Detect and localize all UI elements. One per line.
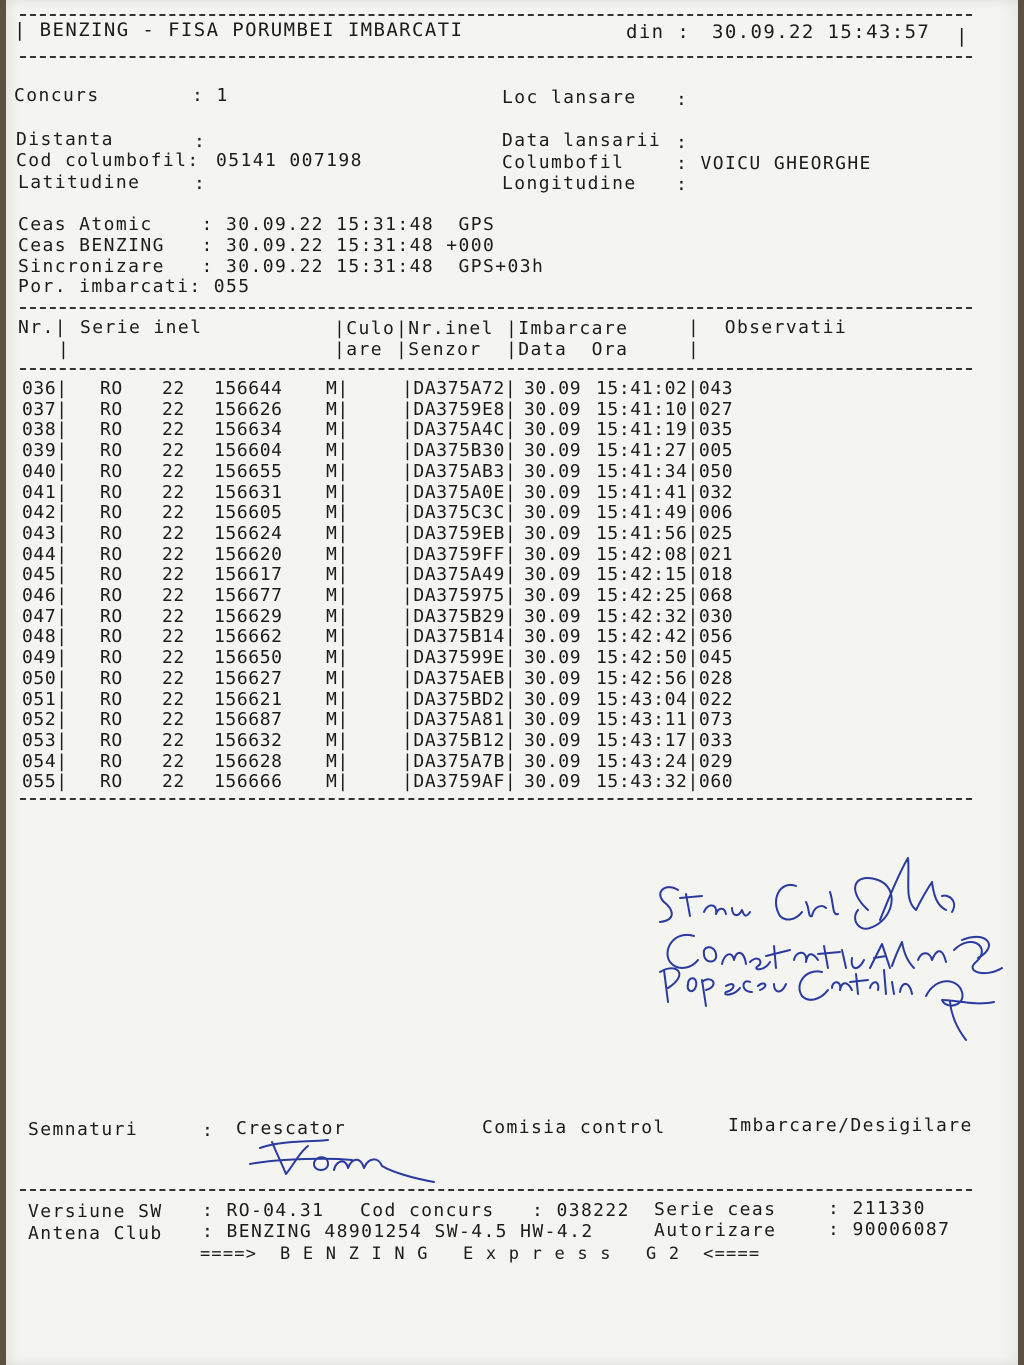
cell-ora: 15:43:17|033 [596, 729, 734, 751]
cell-ora: 15:42:50|045 [596, 647, 734, 669]
cod-concurs-value: : 038222 [532, 1200, 630, 1221]
cell-nr: 042| [22, 502, 68, 524]
data-lansarii-value: : [676, 132, 689, 153]
cell-data: 30.09 [524, 647, 582, 669]
cell-ring: 156632 [214, 729, 283, 751]
cell-data: 30.09 [524, 605, 582, 627]
ceas-benzing-line: Ceas BENZING : 30.09.22 15:31:48 +000 [18, 235, 496, 256]
cell-country: RO [100, 460, 123, 482]
cell-sex: M| [326, 709, 349, 731]
antena-value: : BENZING 48901254 SW-4.5 HW-4.2 [202, 1221, 594, 1242]
cell-senzor: |DA375A81| [402, 709, 517, 731]
print-datetime: 30.09.22 15:43:57 [712, 21, 931, 43]
embarkation-sheet [6, 0, 1018, 1365]
cell-data: 30.09 [524, 626, 582, 648]
cell-senzor: |DA3759E8| [402, 398, 517, 420]
cell-nr: 040| [22, 460, 68, 482]
cell-year: 22 [162, 626, 185, 648]
cell-ora: 15:42:25|068 [596, 585, 734, 606]
serie-ceas-value: : 211330 [828, 1198, 926, 1219]
cell-sex: M| [326, 667, 349, 689]
cell-ring: 156617 [214, 564, 283, 586]
divider [20, 1189, 972, 1191]
cell-year: 22 [162, 750, 185, 772]
serie-ceas-label: Serie ceas [654, 1199, 777, 1220]
cell-ring: 156655 [214, 460, 283, 482]
cell-ring: 156620 [214, 543, 283, 565]
cell-nr: 045| [22, 564, 68, 586]
cell-nr: 044| [22, 543, 68, 565]
cell-data: 30.09 [524, 460, 582, 482]
cell-senzor: |DA3759AF| [402, 771, 517, 793]
cell-ring: 156687 [214, 709, 283, 731]
cell-data: 30.09 [524, 522, 582, 544]
cell-senzor: |DA3759EB| [402, 522, 517, 544]
cell-senzor: |DA375B14| [402, 626, 517, 648]
cell-senzor: |DA375B29| [402, 605, 517, 627]
cell-nr: 038| [22, 419, 68, 441]
distanta-label: Distanta [16, 129, 114, 150]
commission-signatures [646, 850, 1006, 1045]
cell-ora: 15:42:08|021 [596, 543, 734, 565]
cell-nr: 053| [22, 729, 68, 751]
cell-senzor: |DA375B30| [402, 440, 517, 462]
cell-senzor: |DA375A0E| [402, 481, 517, 503]
cell-country: RO [100, 419, 123, 441]
concurs-value: : 1 [192, 85, 229, 106]
col-serie-inel: Serie inel [80, 317, 203, 338]
cell-year: 22 [162, 419, 185, 441]
cell-sex: M| [326, 605, 349, 627]
cell-ora: 15:41:02|043 [596, 378, 734, 399]
cell-ora: 15:42:32|030 [596, 605, 734, 627]
divider [20, 798, 972, 800]
cell-country: RO [100, 398, 123, 420]
cell-country: RO [100, 585, 123, 606]
latitudine-value: : [194, 173, 207, 194]
cell-year: 22 [162, 585, 185, 606]
cell-ora: 15:43:04|022 [596, 688, 734, 710]
divider [20, 307, 972, 309]
cell-nr: 049| [22, 647, 68, 669]
loc-lansare-value: : [676, 89, 689, 110]
ceas-atomic-line: Ceas Atomic : 30.09.22 15:31:48 GPS [18, 214, 496, 235]
cell-sex: M| [326, 378, 349, 399]
cell-year: 22 [162, 667, 185, 689]
cell-senzor: |DA375AB3| [402, 460, 517, 482]
cell-senzor: |DA37599E| [402, 647, 517, 669]
cell-ora: 15:41:10|027 [596, 398, 734, 420]
cell-sex: M| [326, 502, 349, 524]
cell-data: 30.09 [524, 750, 582, 772]
cell-ring: 156604 [214, 440, 283, 462]
cell-ring: 156650 [214, 647, 283, 669]
cell-senzor: |DA375BD2| [402, 688, 517, 710]
cell-ora: 15:43:11|073 [596, 709, 734, 731]
cell-data: 30.09 [524, 378, 582, 399]
sheet-title: | BENZING - FISA PORUMBEI IMBARCATI [14, 19, 464, 41]
cell-data: 30.09 [524, 585, 582, 606]
cell-ring: 156631 [214, 481, 283, 503]
cell-ora: 15:41:56|025 [596, 522, 734, 544]
cell-ring: 156624 [214, 522, 283, 544]
sincronizare-line: Sincronizare : 30.09.22 15:31:48 GPS+03h [18, 256, 545, 277]
cell-sex: M| [326, 729, 349, 751]
cell-data: 30.09 [524, 771, 582, 793]
cell-year: 22 [162, 647, 185, 669]
cell-ora: 15:42:42|056 [596, 626, 734, 648]
cell-year: 22 [162, 378, 185, 399]
cell-senzor: |DA375A7B| [402, 750, 517, 772]
crescator-label: Crescator [236, 1118, 347, 1139]
antena-label: Antena Club [28, 1223, 163, 1244]
cell-data: 30.09 [524, 729, 582, 751]
cell-senzor: |DA375AEB| [402, 667, 517, 689]
cell-nr: 050| [22, 667, 68, 689]
cell-country: RO [100, 729, 123, 751]
cell-nr: 055| [22, 771, 68, 793]
cell-country: RO [100, 481, 123, 503]
col-are: |are [334, 339, 383, 360]
columbofil-value: : VOICU GHEORGHE [676, 153, 872, 174]
cell-year: 22 [162, 605, 185, 627]
divider [20, 368, 972, 370]
col-nr-bar: | [58, 339, 71, 360]
cell-country: RO [100, 750, 123, 772]
cell-data: 30.09 [524, 398, 582, 420]
cell-ring: 156677 [214, 585, 283, 606]
cell-nr: 037| [22, 398, 68, 420]
cell-senzor: |DA375C3C| [402, 502, 517, 524]
col-data-ora: |Data Ora [506, 339, 629, 360]
cell-year: 22 [162, 522, 185, 544]
autorizare-label: Autorizare [654, 1220, 777, 1241]
cell-nr: 041| [22, 481, 68, 503]
cell-year: 22 [162, 709, 185, 731]
cell-ora: 15:41:34|050 [596, 460, 734, 482]
cell-ring: 156662 [214, 626, 283, 648]
cell-ora: 15:42:15|018 [596, 564, 734, 586]
divider [20, 56, 972, 58]
cell-ring: 156629 [214, 605, 283, 627]
cell-ring: 156634 [214, 419, 283, 441]
cell-nr: 047| [22, 605, 68, 627]
cell-senzor: |DA375B12| [402, 729, 517, 751]
cell-data: 30.09 [524, 502, 582, 524]
cell-year: 22 [162, 543, 185, 565]
cell-country: RO [100, 502, 123, 524]
cell-country: RO [100, 626, 123, 648]
cell-ring: 156627 [214, 667, 283, 689]
col-imbarcare: |Imbarcare [506, 318, 629, 339]
cell-ring: 156626 [214, 398, 283, 420]
cod-columbofil-value: 05141 007198 [216, 150, 363, 171]
loc-lansare-label: Loc lansare [502, 87, 637, 108]
cell-nr: 051| [22, 688, 68, 710]
cell-ora: 15:41:49|006 [596, 502, 734, 524]
cell-sex: M| [326, 460, 349, 482]
cell-ora: 15:42:56|028 [596, 667, 734, 689]
cell-sex: M| [326, 522, 349, 544]
versiune-label: Versiune SW [28, 1201, 163, 1222]
cell-nr: 043| [22, 522, 68, 544]
cell-year: 22 [162, 771, 185, 793]
comisia-control-label: Comisia control [482, 1117, 666, 1138]
cell-sex: M| [326, 688, 349, 710]
cell-country: RO [100, 440, 123, 462]
concurs-label: Concurs [14, 85, 100, 106]
cell-ora: 15:41:41|032 [596, 481, 734, 503]
cod-concurs-label: Cod concurs [360, 1200, 495, 1221]
col-observatii: | Observatii [688, 317, 848, 338]
cell-ring: 156628 [214, 750, 283, 772]
cell-sex: M| [326, 750, 349, 772]
cell-nr: 046| [22, 585, 68, 606]
cell-sex: M| [326, 647, 349, 669]
versiune-value: : RO-04.31 [202, 1200, 325, 1221]
semnaturi-label: Semnaturi [28, 1119, 139, 1140]
cell-ring: 156605 [214, 502, 283, 524]
cell-ora: 15:41:19|035 [596, 419, 734, 441]
cell-country: RO [100, 771, 123, 793]
cell-ora: 15:43:32|060 [596, 771, 734, 793]
cell-country: RO [100, 522, 123, 544]
cell-sex: M| [326, 771, 349, 793]
col-observatii-bar: | [688, 339, 701, 360]
cell-year: 22 [162, 729, 185, 751]
cell-country: RO [100, 647, 123, 669]
cell-data: 30.09 [524, 543, 582, 565]
cell-nr: 052| [22, 709, 68, 731]
imbarcare-desigilare-label: Imbarcare/Desigilare [728, 1115, 973, 1136]
cell-senzor: |DA375A4C| [402, 419, 517, 441]
cell-year: 22 [162, 398, 185, 420]
cell-year: 22 [162, 502, 185, 524]
col-culo: |Culo [334, 318, 396, 339]
din-label: din : [626, 21, 691, 43]
cell-sex: M| [326, 585, 349, 606]
cell-data: 30.09 [524, 688, 582, 710]
cell-data: 30.09 [524, 419, 582, 441]
por-imbarcati-line: Por. imbarcati: 055 [18, 276, 251, 297]
cell-sex: M| [326, 626, 349, 648]
cell-sex: M| [326, 419, 349, 441]
cell-data: 30.09 [524, 564, 582, 586]
cell-nr: 054| [22, 750, 68, 772]
cell-sex: M| [326, 481, 349, 503]
col-nr-inel: |Nr.inel [396, 318, 494, 339]
cell-data: 30.09 [524, 667, 582, 689]
data-lansarii-label: Data lansarii [502, 130, 662, 151]
cell-nr: 036| [22, 378, 68, 399]
cell-data: 30.09 [524, 709, 582, 731]
cell-ora: 15:41:27|005 [596, 440, 734, 462]
cell-ring: 156666 [214, 771, 283, 793]
cell-country: RO [100, 709, 123, 731]
col-nr: Nr.| [18, 317, 67, 338]
cell-year: 22 [162, 688, 185, 710]
autorizare-value: : 90006087 [828, 1219, 951, 1240]
cell-country: RO [100, 543, 123, 565]
header-end-bar: | [956, 25, 969, 47]
cell-senzor: |DA3759FF| [402, 543, 517, 565]
cell-sex: M| [326, 543, 349, 565]
col-senzor: |Senzor [396, 339, 482, 360]
cell-data: 30.09 [524, 440, 582, 462]
distanta-value: : [194, 131, 207, 152]
cod-columbofil-label: Cod columbofil: [16, 150, 200, 171]
cell-year: 22 [162, 440, 185, 462]
columbofil-label: Columbofil [502, 152, 625, 173]
latitudine-label: Latitudine [18, 172, 141, 193]
crescator-signature [242, 1134, 442, 1194]
cell-senzor: |DA375975| [402, 585, 517, 606]
longitudine-value: : [676, 174, 689, 195]
cell-country: RO [100, 564, 123, 586]
cell-nr: 039| [22, 440, 68, 462]
cell-sex: M| [326, 564, 349, 586]
cell-data: 30.09 [524, 481, 582, 503]
cell-year: 22 [162, 460, 185, 482]
cell-sex: M| [326, 440, 349, 462]
cell-country: RO [100, 688, 123, 710]
divider [20, 14, 972, 16]
cell-sex: M| [326, 398, 349, 420]
cell-year: 22 [162, 481, 185, 503]
cell-ring: 156644 [214, 378, 283, 399]
cell-country: RO [100, 667, 123, 689]
cell-senzor: |DA375A72| [402, 378, 517, 399]
benzing-express-line: ====> B E N Z I N G E x p r e s s G 2 <==== [200, 1244, 761, 1264]
cell-year: 22 [162, 564, 185, 586]
cell-country: RO [100, 605, 123, 627]
semnaturi-colon: : [202, 1120, 215, 1141]
cell-ora: 15:43:24|029 [596, 750, 734, 772]
cell-ring: 156621 [214, 688, 283, 710]
longitudine-label: Longitudine [502, 173, 637, 194]
cell-senzor: |DA375A49| [402, 564, 517, 586]
cell-nr: 048| [22, 626, 68, 648]
cell-country: RO [100, 378, 123, 399]
